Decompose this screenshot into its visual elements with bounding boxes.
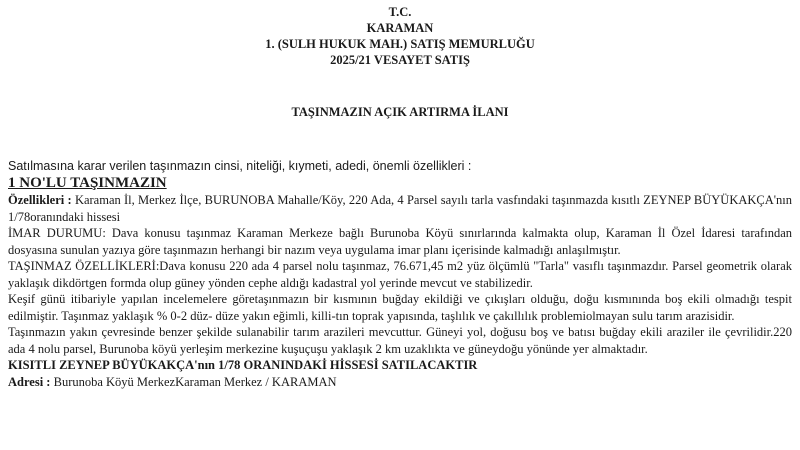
tasinmaz-ozellikleri-paragraph: TAŞINMAZ ÖZELLİKLERİ:Dava konusu 220 ada 4 parsel nolu taşınmaz, 76.671,45 m2 yüz ölçümlü "Tarla" vasıflı taşınmazdır. Parsel geometrik olarak yaklaşık dikdörtgen formda olup güney yönden cephe aldığı kadastral yol yerinde mevcut ve stabilizedir.: [8, 259, 792, 290]
section-title: 1 NO'LU TAŞINMAZIN: [8, 175, 167, 191]
header-line-case: 2025/21 VESAYET SATIŞ: [330, 53, 470, 67]
notice-title: TAŞINMAZIN AÇIK ARTIRMA İLANI: [291, 105, 509, 119]
document-header: [8, 4, 792, 68]
adres-label: Adresi :: [8, 375, 51, 389]
final-statement: KISITLI ZEYNEP BÜYÜKAKÇA'nın 1/78 ORANINDAKİ HİSSESİ SATILACAKTIR: [8, 358, 478, 372]
imar-paragraph: İMAR DURUMU: Dava konusu taşınmaz Karaman Merkeze bağlı Burunoba Köyü sınırlarında kalmakta olup, Karaman İl Özel İdaresi tarafından dosyasına sunulan yazıya göre taşınmazın herhangi bir nazım veya uygulama imar planı içerisinde kalmadığı anlaşılmıştır.: [8, 226, 792, 257]
header-line-office: 1. (SULH HUKUK MAH.) SATIŞ MEMURLUĞU: [265, 37, 535, 51]
intro-text: Satılmasına karar verilen taşınmazın cinsi, niteliği, kıymeti, adedi, önemli özellikleri :: [8, 159, 472, 173]
ozellikleri-paragraph: [8, 192, 792, 225]
adres-text: Burunoba Köyü MerkezKaraman Merkez / KARAMAN: [50, 375, 337, 389]
document: [8, 0, 792, 391]
header-line-tc: T.C.: [388, 5, 412, 19]
ozellikleri-text: Karaman İl, Merkez İlçe, BURUNOBA Mahalle/Köy, 220 Ada, 4 Parsel sayılı tarla vasfındaki taşınmazda kısıtlı ZEYNEP BÜYÜKAKÇA'nın 1/78oranındaki hissesi: [8, 193, 792, 224]
cevre-paragraph: Taşınmazın yakın çevresinde benzer şekilde sulanabilir tarım arazileri mevcuttur. Güneyi yol, doğusu boş ve batısı buğday ekili araziler ile çevrilidir.220 ada 4 nolu parsel, Burunoba köyü yerleşim merkezine kuşuçuşu yaklaşık 2 km uzaklıkta ve güneydoğu yönünde yer almaktadır.: [8, 325, 792, 356]
kesif-paragraph: Keşif günü itibariyle yapılan incelemelere göretaşınmazın bir kısmının buğday ekildiği ve çıkışları olduğu, doğu kısmınında boş ekili olmadığı tespit edilmiştir. Taşınmaz yaklaşık % 0-2 düz- düze yakın eğimli, killi-tın toprak yapısında, taşlılık ve çakıllılık problemiolmayan sulu tarım arazisidir.: [8, 292, 792, 323]
adres-paragraph: [8, 374, 792, 391]
header-line-city: KARAMAN: [366, 21, 434, 35]
ozellikleri-label: Özellikleri :: [8, 193, 72, 207]
